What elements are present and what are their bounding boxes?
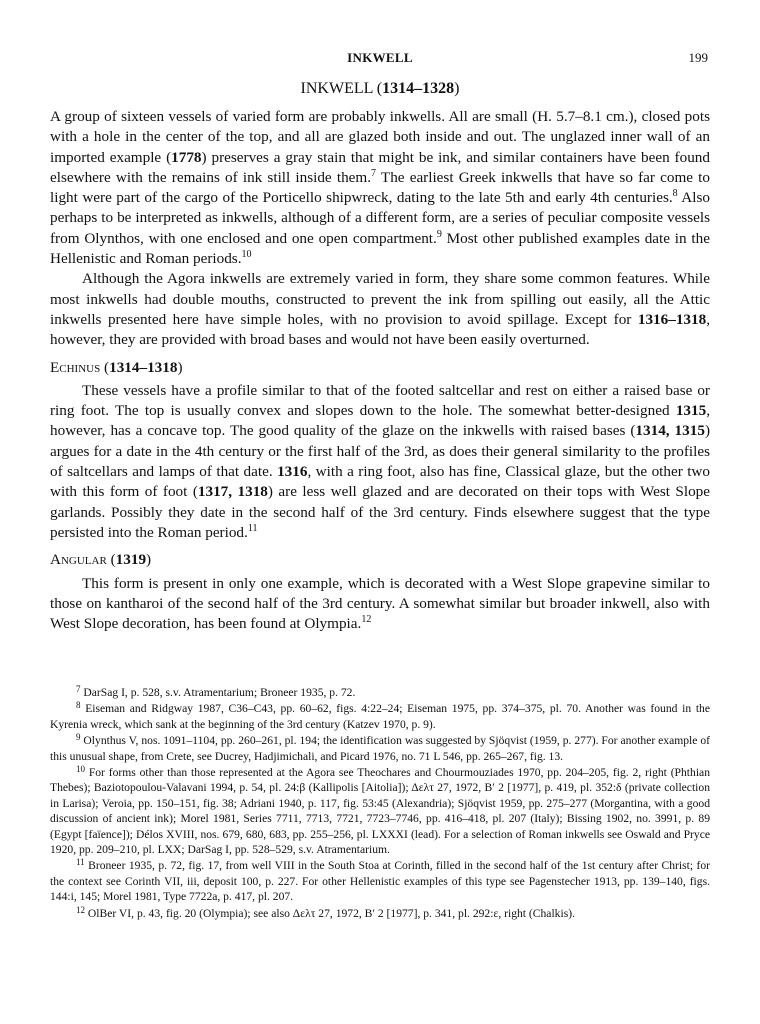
footnotes bbox=[50, 685, 710, 922]
footnote-7 bbox=[50, 685, 710, 700]
footnote-8 bbox=[50, 701, 710, 732]
text-run: This form is present in only one example, which is decorated with a West Slope grapevine similar to those on kantharoi of the second half of the 3rd century. A somewhat similar but broader inkwell, also with West Slope decoration, has been found at Olympia. bbox=[50, 574, 710, 633]
text-run: ) are less well glazed and are decorated on their tops with West Slope garlands. Possibly they date in the second half of the 3rd century. Finds elsewhere suggest that the type persisted into the Roman period. bbox=[50, 483, 711, 541]
page-number: 199 bbox=[688, 50, 708, 65]
subheading-echinus bbox=[50, 358, 710, 378]
running-header bbox=[30, 50, 730, 66]
paragraph-echinus bbox=[50, 381, 710, 543]
footnote-11 bbox=[50, 858, 710, 904]
catalog-ref: 1317, 1318 bbox=[197, 483, 268, 501]
subheading-label: Angular bbox=[50, 551, 107, 569]
section-title-range: 1314–1328 bbox=[382, 80, 455, 97]
text-run: ) argues for a date in the 4th century or the first half of the 3rd, as does their general similarity to the profiles of saltcellars and lamps of that date. bbox=[50, 422, 710, 481]
catalog-ref: 1314–1318 bbox=[109, 358, 178, 376]
text-run: ( bbox=[106, 551, 116, 569]
text-run: The earliest Greek inkwells that have so far come to light were part of the cargo of the Porticello shipwreck, dating to the late 5th and early 4th centuries. bbox=[50, 168, 710, 207]
catalog-ref: 1315 bbox=[675, 402, 707, 420]
text-run: ) bbox=[146, 551, 152, 569]
footnote-text: Broneer 1935, p. 72, fig. 17, from well VIII in the South Stoa at Corinth, filled in the second half of the 1st century after Christ; for the context see Corinth VII, iii, deposit 100, p. 227. For other Hellenistic examples of this type see Pagenstecher 1913, pp. 139–140, figs. 144:i, 145; Morel 1981, Type 7722a, p. 417, pl. 207. bbox=[50, 859, 710, 904]
footnote-text: For forms other than those represented at the Agora see Theochares and Chourmouziades 1970, pp. 204–205, fig. 2, right (Phthian Thebes); Baziotopoulou-Valavani 1994, p. 54, pl. 24:β (Kallipolis [Aitolia]); Δελτ 27, 1972, Β′ 2 [1977], p. 419, pl. 352:δ (private collection in Larisa); Veroia, pp. 150–151, fig. 38; Adriani 1940, p. 117, fig. 53:45 (Alexandria); Sjöqvist 1959, pp. 275–277 (Morgantina, with a good discussion of ancient ink); Morel 1981, Series 7711, 7713, 7721, 7723–7746, pp. 416–418, pl. 207 (Italy); Bissing 1902, no. 3991, p. 89 (Egypt [faïence]); Délos XVIII, nos. 679, 680, 683, pp. 255–256, pl. LXXXI (lead). For a selection of Roman inkwells see Oswald and Pryce 1920, pp. 209–210, pl. LXX; DarSag I, pp. 528–529, s.v. Atramentarium. bbox=[50, 766, 710, 857]
footnote-10 bbox=[50, 765, 710, 857]
catalog-ref: 1316–1318 bbox=[637, 310, 707, 328]
section-title bbox=[0, 80, 760, 98]
text-run: ) preserves a gray stain that might be ink, and similar containers have been found elsewhere with the remains of ink still inside them. bbox=[50, 148, 710, 186]
paragraph-angular bbox=[50, 574, 710, 635]
catalog-ref: 1319 bbox=[115, 551, 147, 569]
running-title: INKWELL bbox=[347, 50, 413, 65]
text-run: , with a ring foot, also has fine, Classical glaze, but the other two with this form of foot ( bbox=[50, 463, 710, 501]
footnote-12 bbox=[50, 906, 710, 921]
footnote-ref: 8 bbox=[672, 188, 678, 200]
footnote-text: OlBer VI, p. 43, fig. 20 (Olympia); see also Δελτ 27, 1972, Β′ 2 [1977], p. 341, pl. 292:ε, right (Chalkis). bbox=[87, 906, 575, 920]
section-title-suffix: ) bbox=[454, 80, 460, 97]
footnote-number: 9 bbox=[76, 732, 81, 743]
text-run: ( bbox=[100, 358, 110, 376]
footnote-number: 7 bbox=[76, 684, 81, 694]
footnote-ref: 10 bbox=[241, 249, 252, 261]
text-run: Although the Agora inkwells are extremely varied in form, they share some common features. While most inkwells had double mouths, constructed to prevent the ink from spilling out easily, all the Attic inkwells presented here have simple holes, with no provision to avoid spillage. Except for bbox=[50, 270, 710, 328]
footnote-9 bbox=[50, 733, 710, 764]
footnote-number: 11 bbox=[76, 857, 85, 868]
text-run: These vessels have a profile similar to that of the footed saltcellar and rest on either a raised base or ring foot. The top is usually convex and slopes down to the hole. The somewhat better-designed bbox=[50, 381, 710, 420]
text-run: Also perhaps to be interpreted as inkwells, although of a different form, are a series of peculiar composite vessels from Olynthos, with one enclosed and one open compartment. bbox=[50, 189, 710, 247]
text-run: Most other published examples date in the Hellenistic and Roman periods. bbox=[50, 229, 710, 268]
footnote-text: Olynthus V, nos. 1091–1104, pp. 260–261, pl. 194; the identification was suggested by Sjöqvist (1959, p. 277). For another example of this unusual shape, from Crete, see Ducrey, Hadjimichali, and Picard 1976, no. 71 L 546, pp. 265–267, fig. 13. bbox=[50, 734, 710, 763]
paragraph-features bbox=[50, 269, 710, 350]
footnote-number: 12 bbox=[76, 904, 85, 915]
catalog-ref: 1314, 1315 bbox=[635, 422, 705, 440]
footnote-number: 8 bbox=[76, 700, 81, 711]
footnote-ref: 11 bbox=[247, 522, 258, 534]
footnote-text: DarSag I, p. 528, s.v. Atramentarium; Broneer 1935, p. 72. bbox=[83, 686, 356, 699]
subheading-label: Echinus bbox=[50, 358, 101, 376]
text-run: , however, has a concave top. The good quality of the glaze on the inkwells with raised bases ( bbox=[50, 402, 710, 440]
footnote-ref: 12 bbox=[361, 614, 372, 626]
catalog-ref: 1778 bbox=[171, 148, 202, 166]
catalog-ref: 1316 bbox=[277, 463, 308, 481]
subheading-angular bbox=[50, 550, 710, 570]
paragraph-intro bbox=[50, 107, 710, 269]
footnote-text: Eiseman and Ridgway 1987, C36–C43, pp. 60–62, figs. 4:22–24; Eiseman 1975, pp. 374–375, pl. 70. Another was found in the Kyrenia wreck, which sank at the beginning of the 3rd century (Katzev 1970, p. 9). bbox=[50, 702, 710, 731]
text-run: ) bbox=[177, 358, 183, 376]
text-run: , however, they are provided with broad bases and would not have been easily overturned. bbox=[50, 310, 710, 349]
section-title-prefix: INKWELL ( bbox=[300, 80, 383, 97]
footnote-ref: 7 bbox=[371, 167, 377, 179]
text-run: A group of sixteen vessels of varied form are probably inkwells. All are small (H. 5.7–8.1 cm.), closed pots with a hole in the center of the top, and all are glazed both inside and out. The unglazed inner wall of an imported example ( bbox=[50, 108, 710, 166]
footnote-ref: 9 bbox=[436, 228, 442, 240]
footnote-number: 10 bbox=[76, 764, 85, 775]
main-text bbox=[50, 107, 710, 634]
